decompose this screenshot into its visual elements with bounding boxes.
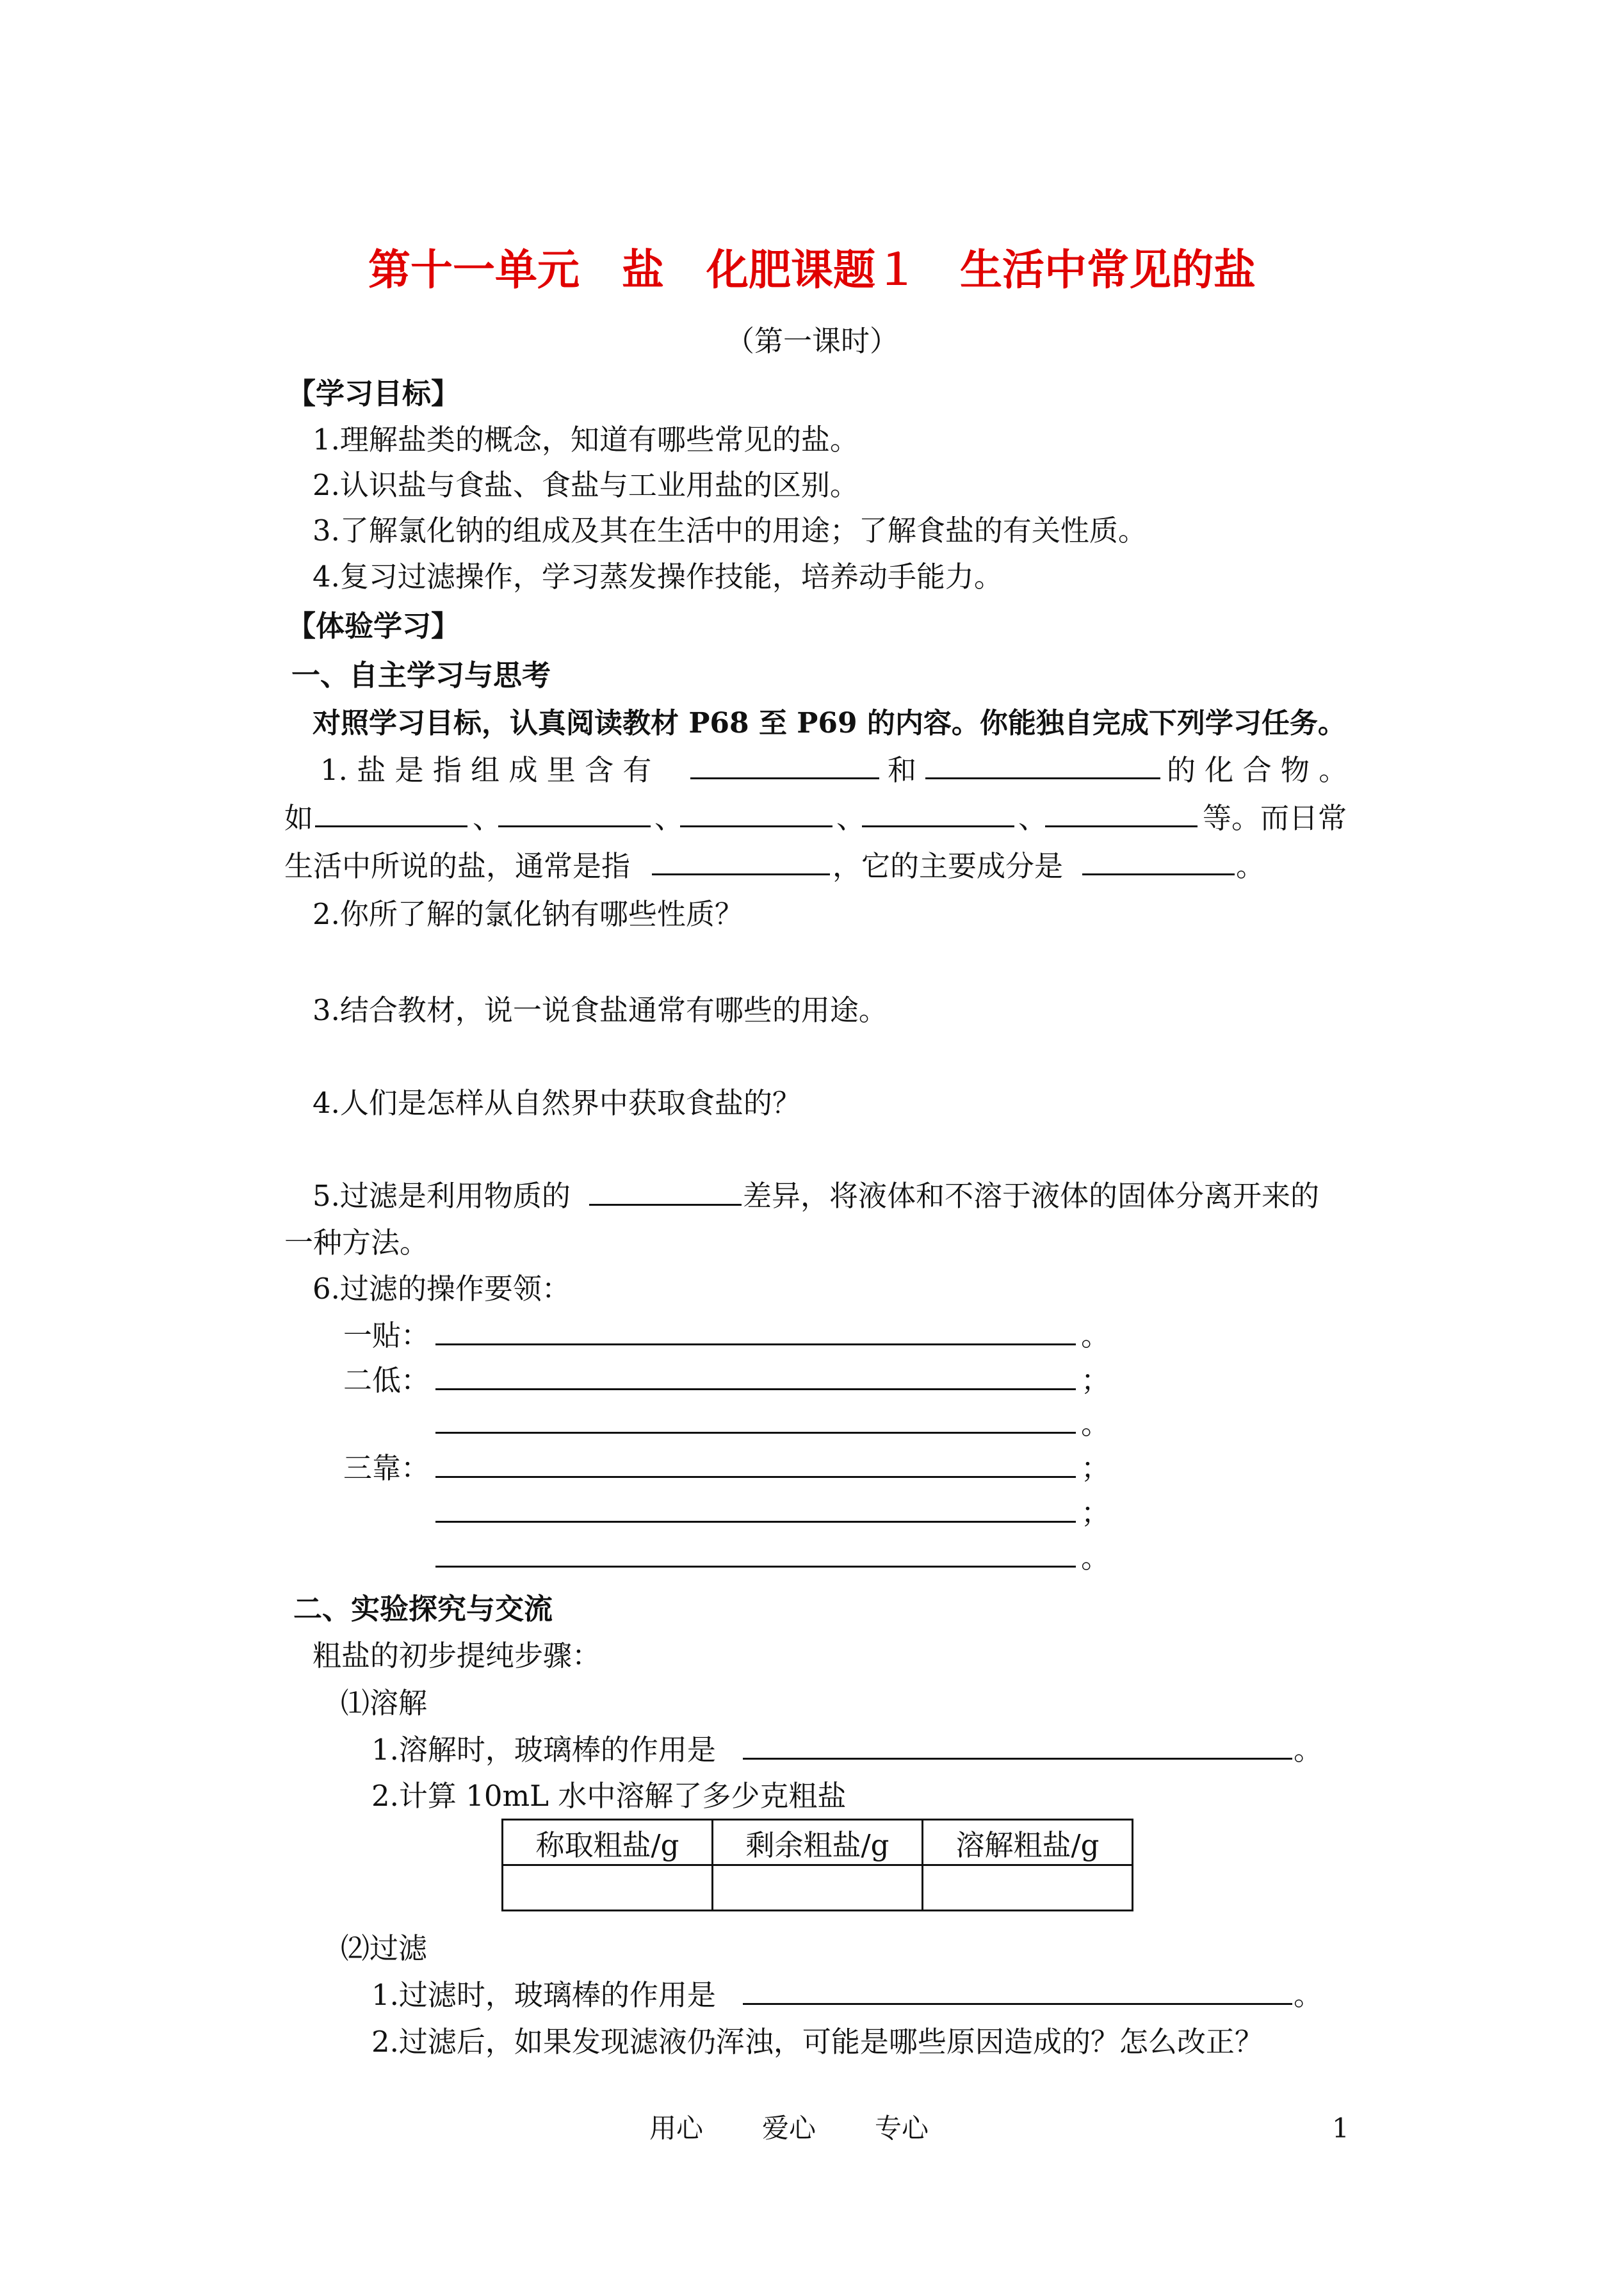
table-cell-weighed[interactable]: [503, 1865, 713, 1911]
q6-san-kao-blank-3[interactable]: [435, 1566, 1076, 1568]
table-header-dissolved: 溶解粗盐/g: [923, 1820, 1133, 1865]
step2-label: ⑵过滤: [341, 1931, 428, 1965]
q1-text-c: 的 化 合 物 。: [1167, 753, 1348, 787]
q1-separator: 、: [654, 801, 684, 835]
q1-text-d: 如: [284, 801, 314, 835]
step1-q1-text: 1.溶解时，玻璃棒的作用是: [371, 1733, 716, 1767]
document-subtitle: （第一课时）: [725, 324, 898, 358]
goal-item: 1.理解盐类的概念，知道有哪些常见的盐。: [313, 423, 859, 457]
q6-san-kao-label: 三靠：: [343, 1451, 430, 1485]
q6-punct: ；: [1081, 1363, 1110, 1397]
page-number: 1: [1332, 2113, 1349, 2144]
step2-q1-period: 。: [1294, 1978, 1323, 2012]
q1-text-a: 1. 盐 是 指 组 成 里 含 有: [320, 753, 652, 787]
part2-heading: 二、实验探究与交流: [293, 1592, 553, 1626]
step2-q2-text: 2.过滤后，如果发现滤液仍浑浊，可能是哪些原因造成的？怎么改正？: [371, 2025, 1263, 2059]
step2-q1-blank[interactable]: [743, 2003, 1292, 2005]
q1-separator: 、: [1018, 801, 1048, 835]
q5-text-a: 5.过滤是利用物质的: [313, 1179, 571, 1213]
goal-item: 4.复习过滤操作，学习蒸发操作技能，培养动手能力。: [313, 560, 1003, 594]
goal-item: 2.认识盐与食盐、食盐与工业用盐的区别。: [313, 468, 859, 502]
step1-label: ⑴溶解: [341, 1686, 428, 1720]
step2-q1-text: 1.过滤时，玻璃棒的作用是: [371, 1978, 716, 2012]
table-header-weighed: 称取粗盐/g: [503, 1820, 713, 1865]
goal-item: 3.了解氯化钠的组成及其在生活中的用途；了解食盐的有关性质。: [313, 514, 1147, 547]
q6-san-kao-blank-2[interactable]: [435, 1521, 1076, 1523]
step1-q1-blank[interactable]: [743, 1758, 1292, 1760]
q1-separator: 、: [473, 801, 502, 835]
q6-yi-tie-label: 一贴：: [343, 1318, 430, 1352]
q4-text: 4.人们是怎样从自然界中获取食盐的？: [313, 1086, 801, 1120]
q6-punct: 。: [1081, 1541, 1110, 1575]
table-header-remaining: 剩余粗盐/g: [713, 1820, 923, 1865]
table-cell-dissolved[interactable]: [923, 1865, 1133, 1911]
part1-instruction: 对照学习目标，认真阅读教材 P68 至 P69 的内容。你能独自完成下列学习任务。: [313, 707, 1346, 740]
table-cell-remaining[interactable]: [713, 1865, 923, 1911]
q1-example-blank-5[interactable]: [1045, 825, 1198, 827]
step1-q2-text: 2.计算 10mL 水中溶解了多少克粗盐: [371, 1779, 847, 1813]
q1-example-blank-3[interactable]: [680, 825, 832, 827]
q6-yi-tie-blank[interactable]: [435, 1343, 1076, 1345]
q6-punct: 。: [1081, 1318, 1110, 1352]
q1-separator: 、: [836, 801, 866, 835]
q1-text-h: 。: [1236, 849, 1265, 883]
q1-example-blank-4[interactable]: [862, 825, 1014, 827]
footer-motto-2: 爱心: [762, 2113, 816, 2144]
q5-text-c: 一种方法。: [284, 1226, 429, 1260]
q1-blank-2[interactable]: [925, 777, 1160, 779]
part1-heading: 一、自主学习与思考: [291, 658, 551, 692]
experience-heading: 【体验学习】: [287, 609, 460, 643]
step1-q1-period: 。: [1294, 1733, 1323, 1767]
salt-mass-table: [501, 1819, 1133, 1911]
part2-intro: 粗盐的初步提纯步骤：: [313, 1639, 601, 1673]
footer-motto-3: 专心: [875, 2113, 929, 2144]
q6-san-kao-blank-1[interactable]: [435, 1476, 1076, 1478]
q1-example-blank-2[interactable]: [498, 825, 651, 827]
q6-er-di-blank-1[interactable]: [435, 1388, 1076, 1390]
q6-punct: ；: [1081, 1451, 1110, 1485]
q1-text-f: 生活中所说的盐，通常是指: [284, 849, 631, 883]
q1-text-b: 和: [888, 753, 917, 787]
q6-punct: ；: [1081, 1496, 1110, 1530]
q5-text-b: 差异，将液体和不溶于液体的固体分离开来的: [743, 1179, 1320, 1213]
q6-er-di-label: 二低：: [343, 1363, 430, 1397]
q2-text: 2.你所了解的氯化钠有哪些性质？: [313, 897, 743, 931]
q1-example-blank-1[interactable]: [315, 825, 467, 827]
q6-label: 6.过滤的操作要领：: [313, 1272, 571, 1306]
goals-heading: 【学习目标】: [287, 377, 460, 410]
q5-blank[interactable]: [589, 1204, 742, 1206]
q1-blank-main-component[interactable]: [1082, 873, 1235, 875]
footer-motto-1: 用心: [649, 2113, 704, 2144]
q6-er-di-blank-2[interactable]: [435, 1432, 1076, 1434]
q3-text: 3.结合教材，说一说食盐通常有哪些的用途。: [313, 993, 888, 1027]
document-title: 第十一单元 盐 化肥课题１ 生活中常见的盐: [368, 245, 1256, 295]
q6-punct: 。: [1081, 1407, 1110, 1441]
q1-text-g: ，它的主要成分是: [832, 849, 1064, 883]
q1-blank-1[interactable]: [690, 777, 879, 779]
q1-text-e: 等。而日常: [1203, 801, 1347, 835]
q1-blank-common-salt[interactable]: [652, 873, 830, 875]
